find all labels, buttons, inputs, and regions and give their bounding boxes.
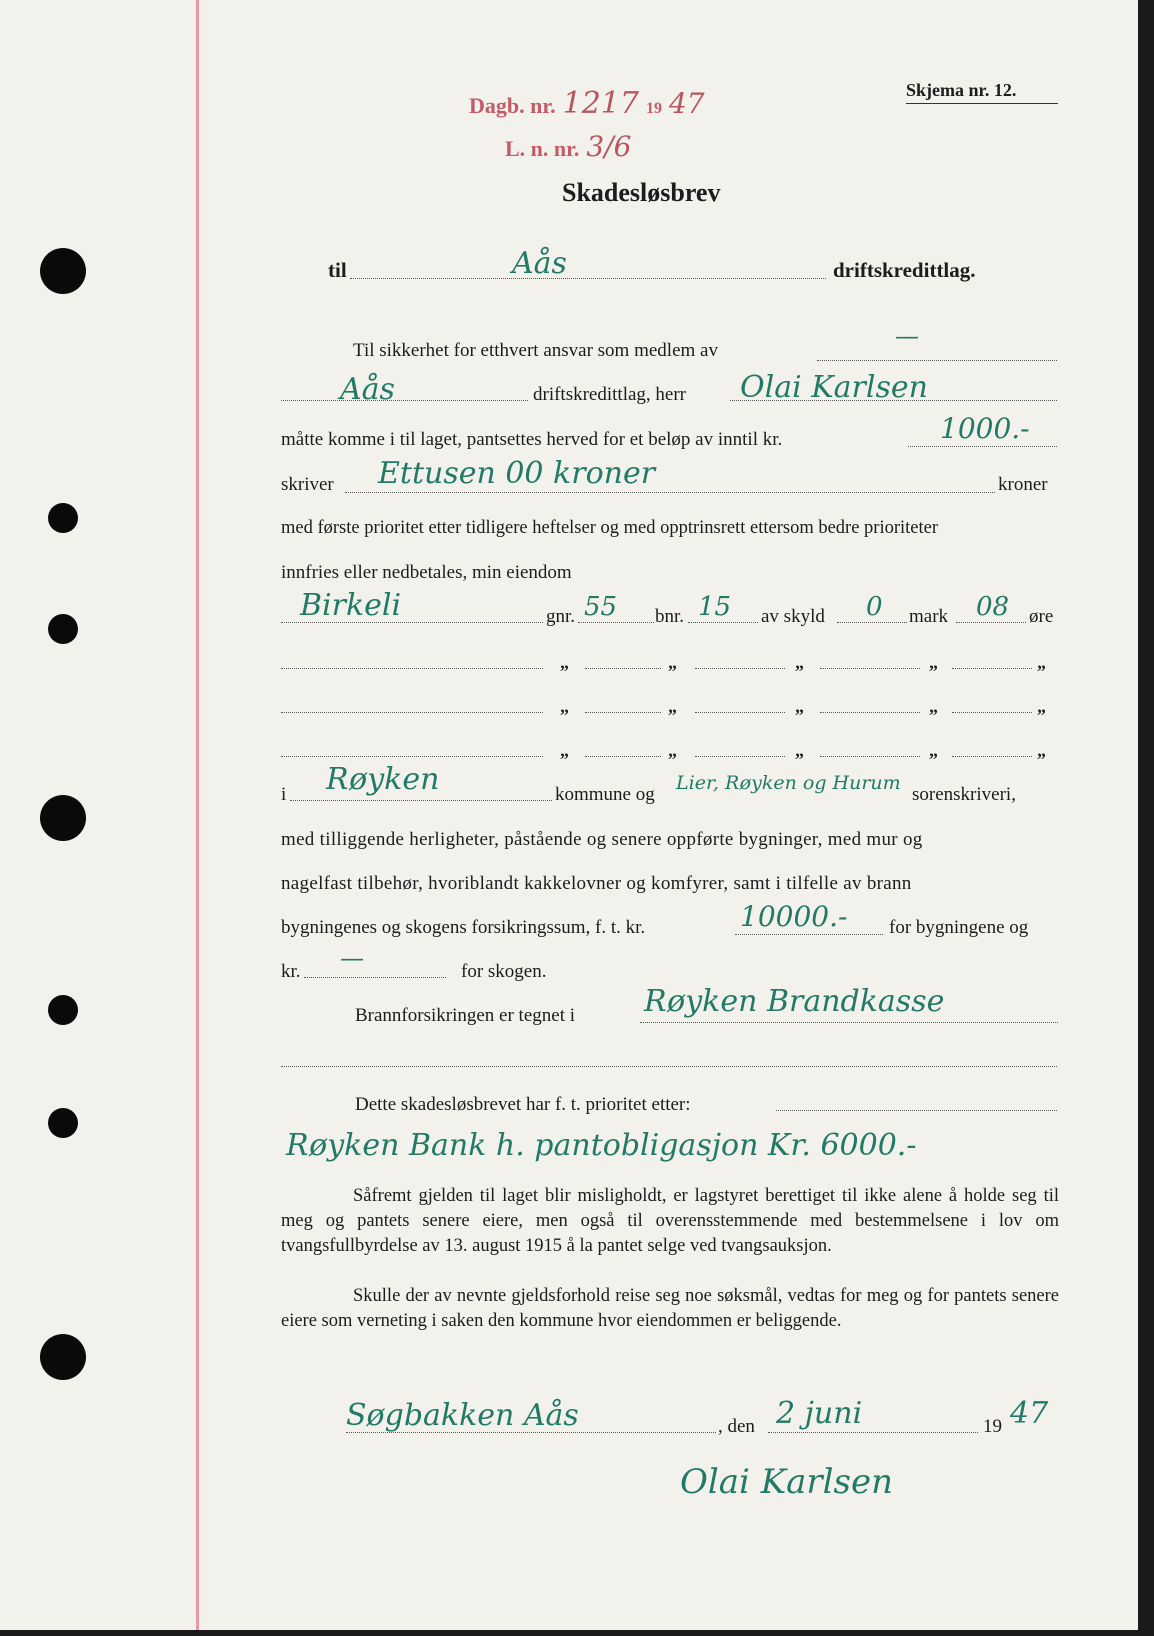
bnr-value: 15 — [698, 592, 732, 622]
binder-hole — [48, 503, 78, 533]
driftskredittlag-label: driftskredittlag. — [833, 258, 976, 282]
dotted-line — [350, 278, 826, 279]
bygningene-label: for bygningene og — [889, 917, 1029, 938]
lag-label: driftskredittlag, herr — [533, 384, 687, 405]
skriver-value: Ettusen 00 kroner — [378, 456, 656, 491]
ditto-mark: „ — [668, 740, 677, 760]
forsikring-value: 10000.- — [740, 900, 848, 933]
ditto-mark: „ — [795, 652, 804, 672]
margin-line — [196, 0, 199, 1630]
year-prefix: 19 — [983, 1416, 1002, 1437]
dotted-line — [585, 712, 661, 713]
dotted-line — [952, 712, 1032, 713]
sorenskriveri-label: sorenskriveri, — [912, 784, 1016, 805]
prioritet-value: Røyken Bank h. pantobligasjon Kr. 6000.- — [286, 1128, 917, 1163]
dotted-line — [578, 622, 654, 623]
til-label: til — [328, 258, 347, 282]
dotted-line — [956, 622, 1026, 623]
til-value: Aås — [512, 246, 567, 281]
dotted-line — [952, 756, 1032, 757]
dotted-line — [837, 622, 907, 623]
schema-label: Skjema nr. 12. — [906, 80, 1017, 100]
place-value: Søgbakken Aås — [346, 1398, 579, 1433]
mark-value: 0 — [866, 592, 883, 622]
signature: Olai Karlsen — [680, 1462, 893, 1502]
dotted-line — [640, 1022, 1058, 1023]
kroner-label: kroner — [998, 474, 1048, 495]
property-name: Birkeli — [300, 588, 402, 623]
dotted-line — [768, 1432, 978, 1433]
ditto-mark: „ — [1037, 740, 1046, 760]
ditto-mark: „ — [560, 696, 569, 716]
date-value: 2 juni — [776, 1396, 863, 1431]
year-value: 47 — [1010, 1396, 1049, 1431]
ditto-mark: „ — [1037, 696, 1046, 716]
skyld-label: av skyld — [761, 606, 825, 627]
ln-stamp: L. n. nr. 3/6 — [505, 130, 632, 163]
dotted-line — [585, 756, 661, 757]
brann-label: Brannforsikringen er tegnet i — [355, 1005, 576, 1026]
paragraph-mislighold: Såfremt gjelden til laget blir misligholdt, er lagstyret berettiget til ikke alene å holde seg til meg og pantets senere eiere, men også til overensstemmende med bestemmelsene i lov om tvangsfullbyrdelse av 13. august 1915 å la pantet selge ved tvangsauksjon. — [281, 1186, 1059, 1256]
binder-hole — [40, 248, 86, 294]
ditto-mark: „ — [668, 696, 677, 716]
binder-hole — [48, 995, 78, 1025]
line-matte: måtte komme i til laget, pantsettes herved for et beløp av inntil kr. — [281, 429, 783, 450]
ditto-mark: „ — [795, 740, 804, 760]
ditto-mark: „ — [929, 696, 938, 716]
dotted-line — [304, 977, 446, 978]
binder-hole — [40, 795, 86, 841]
kommune-value: Røyken — [326, 762, 440, 797]
binder-hole — [48, 614, 78, 644]
dotted-line — [695, 712, 785, 713]
ditto-mark: „ — [929, 740, 938, 760]
dotted-line — [695, 756, 785, 757]
ditto-mark: „ — [668, 652, 677, 672]
binder-hole — [40, 1334, 86, 1380]
line-nagelfast: nagelfast tilbehør, hvoriblandt kakkelovner og komfyrer, samt i tilfelle av brann — [281, 873, 912, 894]
ditto-mark: „ — [560, 740, 569, 760]
skogen-value: — — [340, 944, 364, 972]
dotted-line — [345, 492, 995, 493]
lag-value: Aås — [340, 372, 395, 407]
dotted-line — [281, 400, 528, 401]
dotted-line — [817, 360, 1057, 361]
binder-hole — [48, 1108, 78, 1138]
bnr-label: bnr. — [655, 606, 685, 627]
dotted-line — [695, 668, 785, 669]
kommune-label: kommune og — [555, 784, 655, 805]
dotted-line — [776, 1110, 1057, 1111]
dotted-line — [820, 668, 920, 669]
paragraph-soksmal: Skulle der av nevnte gjeldsforhold reise seg noe søksmål, vedtas for meg og for pantets senere eiere som verneting i saken den kommune hvor eiendommen er beliggende. — [281, 1286, 1059, 1331]
dotted-line — [585, 668, 661, 669]
prioritet-label: Dette skadesløsbrevet har f. t. prioritet etter: — [355, 1094, 691, 1115]
line-herligheter: med tilliggende herligheter, påstående og senere oppførte bygninger, med mur og — [281, 829, 923, 850]
kr-label: kr. — [281, 961, 301, 982]
dotted-line — [735, 934, 883, 935]
ore-label: øre — [1029, 606, 1054, 627]
page-title: Skadesløsbrev — [562, 178, 721, 207]
dotted-line — [952, 668, 1032, 669]
i-label: i — [281, 784, 287, 805]
dotted-line — [281, 712, 543, 713]
mark-label: mark — [909, 606, 949, 627]
dotted-line — [290, 800, 552, 801]
line-innfries: innfries eller nedbetales, min eiendom — [281, 562, 572, 583]
dotted-line — [820, 756, 920, 757]
skogen-label: for skogen. — [461, 961, 547, 982]
dotted-line — [281, 1066, 1057, 1067]
den-label: , den — [718, 1416, 755, 1437]
dotted-line — [281, 668, 543, 669]
dotted-line — [820, 712, 920, 713]
ditto-mark: „ — [1037, 652, 1046, 672]
belop-value: 1000.- — [940, 412, 1030, 445]
schema-underline — [906, 103, 1058, 104]
ore-value: 08 — [976, 592, 1010, 622]
gnr-value: 55 — [584, 592, 618, 622]
ditto-mark: „ — [929, 652, 938, 672]
ditto-mark: „ — [560, 652, 569, 672]
dotted-line — [281, 756, 543, 757]
dotted-line — [688, 622, 758, 623]
gnr-label: gnr. — [546, 606, 576, 627]
dagbok-stamp: Dagb. nr. 1217 19 47 — [469, 86, 705, 121]
sorenskriveri-value: Lier, Røyken og Hurum — [676, 772, 901, 794]
line-prioritet: med første prioritet etter tidligere heftelser og med opptrinsrett ettersom bedre prioriteter — [281, 518, 939, 538]
intro-text: Til sikkerhet for etthvert ansvar som medlem av — [353, 340, 718, 361]
dotted-line — [908, 446, 1057, 447]
skriver-label: skriver — [281, 474, 334, 495]
brann-value: Røyken Brandkasse — [644, 984, 945, 1019]
intro-value: — — [895, 322, 919, 350]
ditto-mark: „ — [795, 696, 804, 716]
line-bygningenes: bygningenes og skogens forsikringssum, f. t. kr. — [281, 917, 646, 938]
herr-value: Olai Karlsen — [740, 370, 928, 405]
